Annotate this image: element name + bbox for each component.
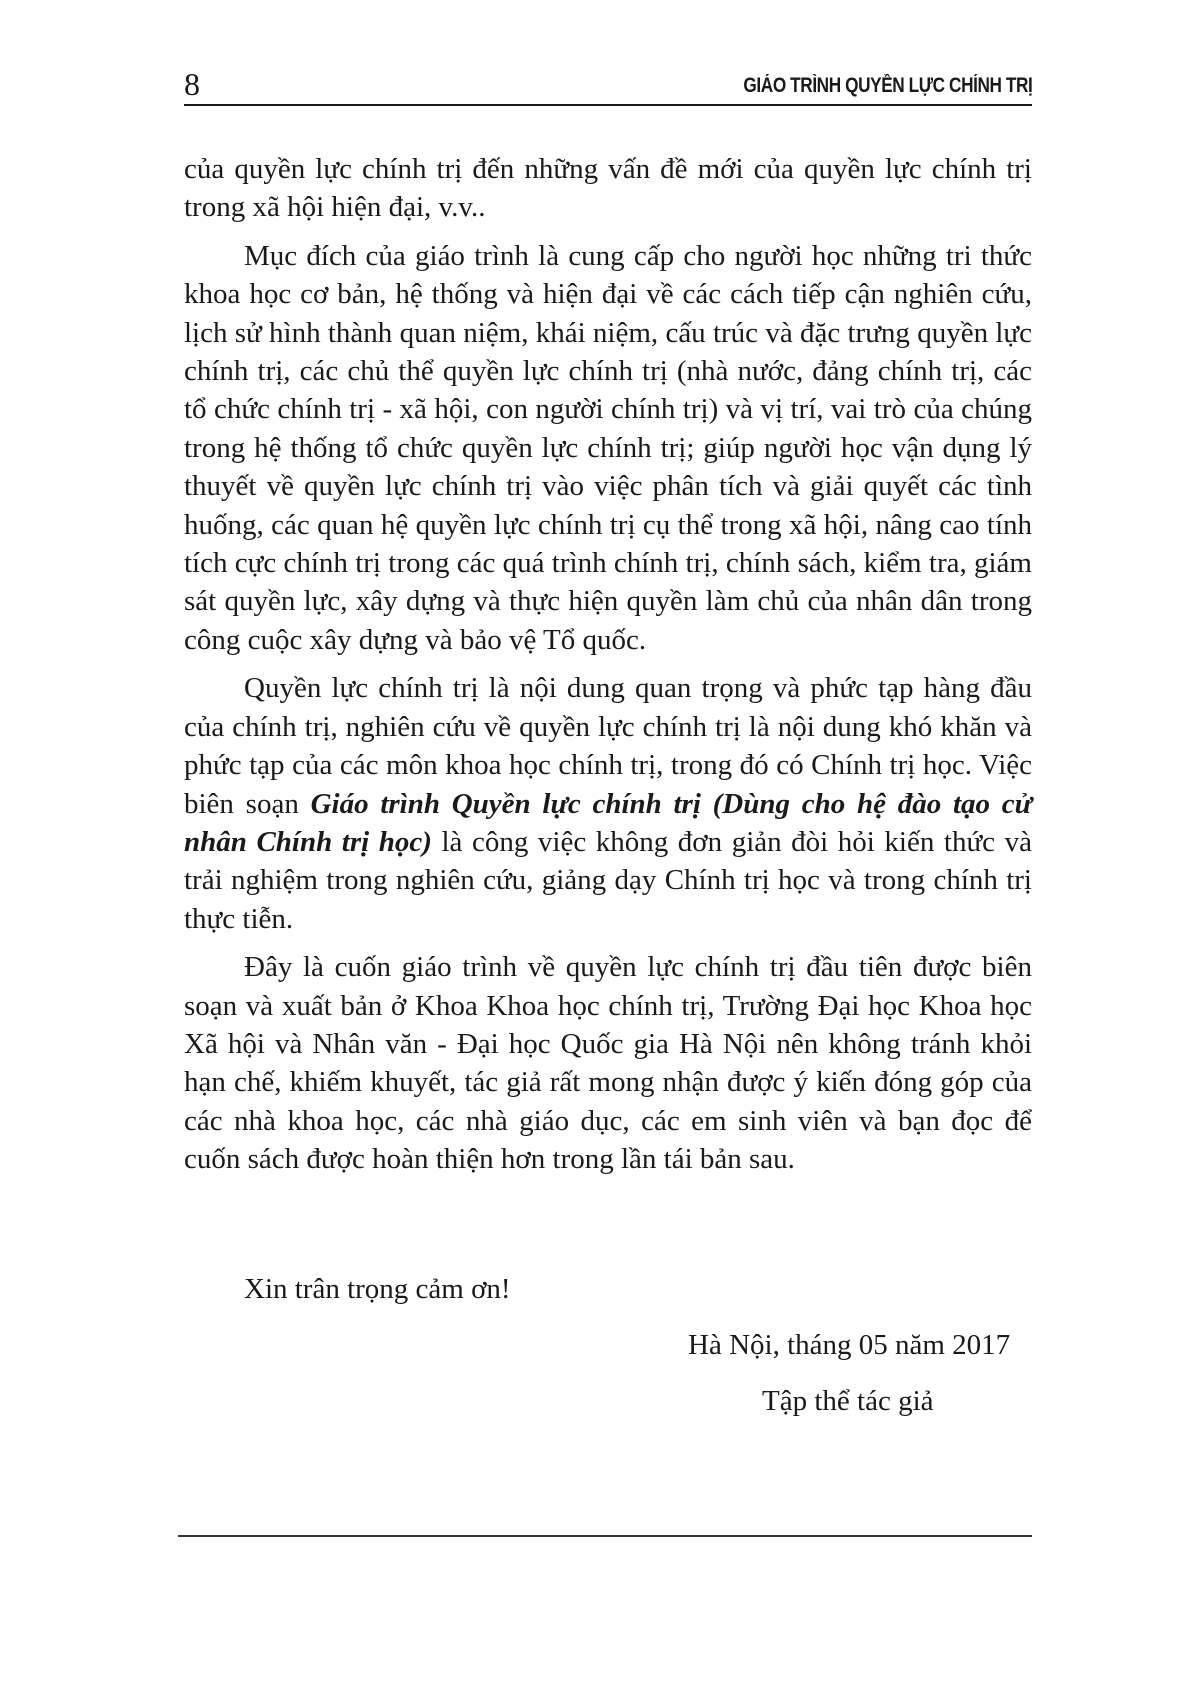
paragraph-continuation: của quyền lực chính trị đến những vấn đề mới của quyền lực chính trị trong xã hội hiện đại, v.v.. — [184, 153, 1032, 224]
signature-place-date: Hà Nội, tháng 05 năm 2017 — [688, 1329, 1011, 1361]
paragraph-importance-text-1: Quyền lực chính trị là nội dung quan trọng và phức tạp hàng đầu của chính trị, nghiên cứu về quyền lực chính trị là nội dung khó khăn và phức tạp của các môn khoa học chính trị, trong đó có Chính trị học. Việc biên soạn — [184, 672, 1032, 820]
header-divider — [184, 104, 1032, 106]
page-number: 8 — [184, 66, 200, 102]
book-title-emphasis: Giáo trình Quyền lực chính trị (Dùng cho hệ đào tạo cử nhân Chính trị học) — [184, 787, 1032, 858]
paragraph-acknowledgement: Đây là cuốn giáo trình về quyền lực chính trị đầu tiên được biên soạn và xuất bản ở Khoa Khoa học chính trị, Trường Đại học Khoa học Xã hội và Nhân văn - Đại học Quốc gia Hà Nội nên không tránh khỏi hạn chế, khiếm khuyết, tác giả rất mong nhận được ý kiến đóng góp của các nhà khoa học, các nhà giáo dục, các em sinh viên và bạn đọc để cuốn sách được hoàn thiện hơn trong lần tái bản sau. — [184, 951, 1032, 1176]
footer-divider — [178, 1535, 1032, 1537]
body-text — [184, 150, 1032, 1189]
page-header — [184, 66, 1032, 106]
running-title: GIÁO TRÌNH QUYỀN LỰC CHÍNH TRỊ — [743, 74, 1032, 97]
signature-author: Tập thể tác giả — [762, 1385, 934, 1417]
closing-thanks: Xin trân trọng cảm ơn! — [244, 1273, 511, 1305]
paragraph-importance-text-2: là công việc không đơn giản đòi hỏi kiến thức và trải nghiệm trong nghiên cứu, giảng dạy Chính trị học và trong chính trị thực tiễn. — [184, 825, 1032, 935]
paragraph-importance — [184, 669, 1032, 938]
paragraph-purpose: Mục đích của giáo trình là cung cấp cho người học những tri thức khoa học cơ bản, hệ thống và hiện đại về các cách tiếp cận nghiên cứu, lịch sử hình thành quan niệm, khái niệm, cấu trúc và đặc trưng quyền lực chính trị, các chủ thể quyền lực chính trị (nhà nước, đảng chính trị, các tổ chức chính trị - xã hội, con người chính trị) và vị trí, vai trò của chúng trong hệ thống tổ chức quyền lực chính trị; giúp người học vận dụng lý thuyết về quyền lực chính trị vào việc phân tích và giải quyết các tình huống, các quan hệ quyền lực chính trị cụ thể trong xã hội, nâng cao tính tích cực chính trị trong các quá trình chính trị, chính sách, kiểm tra, giám sát quyền lực, xây dựng và thực hiện quyền làm chủ của nhân dân trong công cuộc xây dựng và bảo vệ Tổ quốc. — [184, 239, 1032, 656]
